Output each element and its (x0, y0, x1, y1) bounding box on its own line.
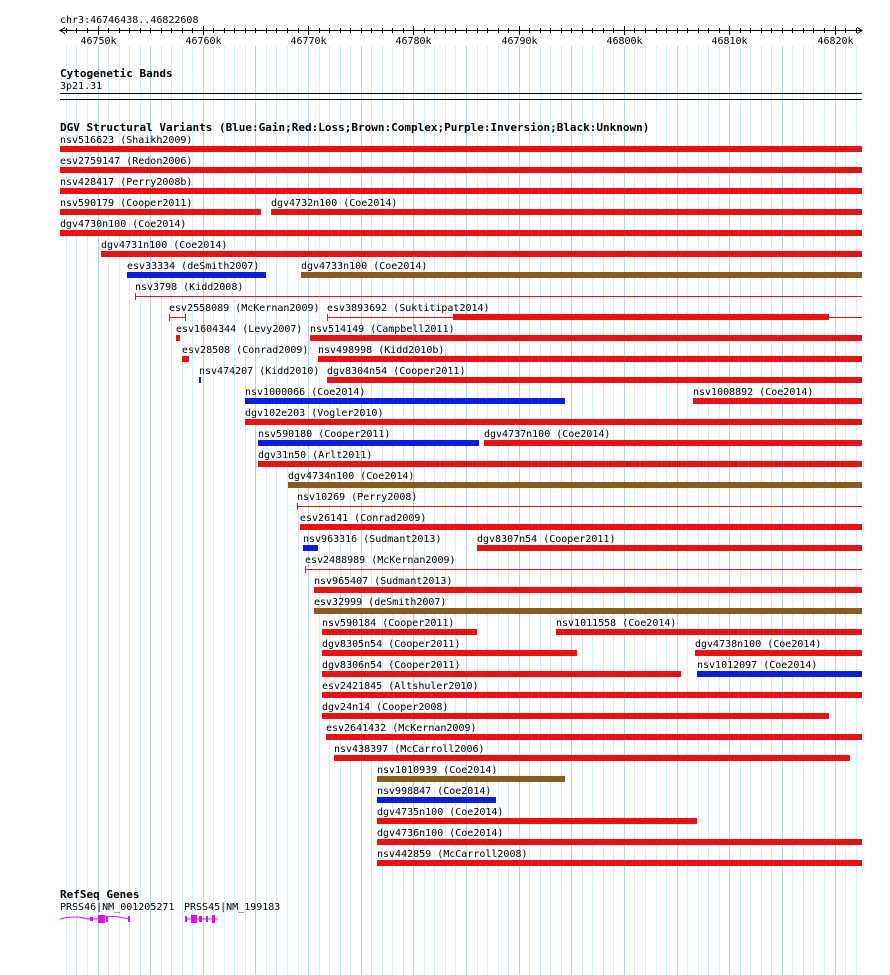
variant-bar[interactable] (258, 440, 479, 446)
gene-label[interactable]: PRSS46|NM_001205271 (60, 902, 175, 913)
variant-label[interactable]: nsv10269 (Perry2008) (297, 492, 418, 503)
variant-label[interactable]: esv26141 (Conrad2009) (300, 513, 427, 524)
variant-bar[interactable] (318, 356, 862, 362)
ruler-scale[interactable] (0, 0, 890, 50)
variant-bar[interactable] (101, 251, 862, 257)
gene-exon (199, 916, 202, 922)
variant-bar[interactable] (377, 839, 862, 845)
ruler-tick-label: 46770k (290, 36, 327, 47)
variant-label[interactable]: dgv4732n100 (Coe2014) (271, 198, 398, 209)
variant-bar[interactable] (314, 608, 862, 614)
variant-label[interactable]: nsv438397 (McCarroll2006) (334, 744, 485, 755)
gene-exon (212, 915, 215, 923)
variant-bar[interactable] (322, 650, 577, 656)
variant-bar[interactable] (334, 755, 850, 761)
variant-label[interactable]: dgv8305n54 (Cooper2011) (322, 639, 461, 650)
variant-label[interactable]: esv2558089 (McKernan2009) (169, 303, 320, 314)
variant-bar[interactable] (288, 482, 862, 488)
variant-line[interactable] (305, 569, 862, 570)
variant-bar[interactable] (477, 545, 862, 551)
variant-label[interactable]: dgv8307n54 (Cooper2011) (477, 534, 616, 545)
variant-label[interactable]: nsv998847 (Coe2014) (377, 786, 492, 797)
variant-bar[interactable] (484, 440, 862, 446)
cytoband-track-title: Cytogenetic Bands (60, 67, 173, 80)
gene-exon (191, 915, 197, 923)
variant-bar[interactable] (377, 797, 496, 803)
variant-bar[interactable] (377, 860, 862, 866)
variant-end-cap (185, 314, 186, 321)
variant-label[interactable]: nsv1011558 (Coe2014) (556, 618, 677, 629)
variant-line[interactable] (135, 296, 862, 297)
gene-exon (90, 917, 93, 921)
variant-bar[interactable] (377, 776, 565, 782)
ruler-track (0, 0, 890, 60)
variant-label[interactable]: esv2641432 (McKernan2009) (326, 723, 477, 734)
variant-line[interactable] (169, 317, 186, 318)
variant-bar[interactable] (314, 587, 862, 593)
cytoband-divider-top (60, 93, 862, 94)
variant-label[interactable]: nsv590179 (Cooper2011) (60, 198, 193, 209)
variant-label[interactable]: dgv4736n100 (Coe2014) (377, 828, 504, 839)
variant-bar[interactable] (182, 356, 189, 362)
variant-label[interactable]: esv33334 (deSmith2007) (127, 261, 260, 272)
variant-bar[interactable] (60, 167, 862, 173)
variant-bar[interactable] (60, 209, 261, 215)
variant-label[interactable]: nsv3798 (Kidd2008) (135, 282, 244, 293)
variant-label[interactable]: nsv965407 (Sudmant2013) (314, 576, 453, 587)
variant-label[interactable]: nsv963316 (Sudmant2013) (303, 534, 442, 545)
variant-label[interactable]: esv2421845 (Altshuler2010) (322, 681, 479, 692)
variant-label[interactable]: dgv4738n100 (Coe2014) (695, 639, 822, 650)
ruler-tick-label: 46760k (185, 36, 222, 47)
gene-label[interactable]: PRSS45|NM_199183 (184, 902, 281, 913)
variant-bar[interactable] (271, 209, 862, 215)
ruler-tick-label: 46780k (395, 36, 432, 47)
variant-end-cap (169, 314, 170, 321)
variant-bar[interactable] (693, 398, 862, 404)
ruler-tick-label: 46800k (606, 36, 643, 47)
variant-bar[interactable] (556, 629, 862, 635)
variant-bar[interactable] (327, 377, 862, 383)
refseq-track-title: RefSeq Genes (60, 888, 140, 901)
ruler-tick-label: 46750k (80, 36, 117, 47)
variant-bar[interactable] (199, 377, 201, 383)
gene-exon (185, 916, 187, 922)
variant-label[interactable]: esv2488989 (McKernan2009) (305, 555, 456, 566)
variant-bar[interactable] (310, 335, 862, 341)
dgv-track-title: DGV Structural Variants (Blue:Gain;Red:Loss;Brown:Complex;Purple:Inversion;Black:Unknown) (60, 121, 650, 134)
variant-label[interactable]: dgv4731n100 (Coe2014) (101, 240, 228, 251)
variant-bar[interactable] (303, 545, 318, 551)
variant-label[interactable]: dgv4735n100 (Coe2014) (377, 807, 504, 818)
variant-label[interactable]: dgv4734n100 (Coe2014) (288, 471, 415, 482)
variant-label[interactable]: esv1604344 (Levy2007) (176, 324, 303, 335)
variant-end-cap (297, 503, 298, 510)
variant-label[interactable]: nsv590180 (Cooper2011) (258, 429, 391, 440)
variant-label[interactable]: nsv1008892 (Coe2014) (693, 387, 814, 398)
gene-exon (106, 916, 108, 922)
variant-label[interactable]: dgv4730n100 (Coe2014) (60, 219, 187, 230)
gene-exon (206, 916, 208, 922)
variant-bar[interactable] (60, 230, 862, 236)
ruler-tick-label: 46810k (711, 36, 748, 47)
variant-bar[interactable] (300, 524, 862, 530)
cytoband-label[interactable]: 3p21.31 (60, 81, 103, 92)
variant-bar[interactable] (377, 818, 697, 824)
variant-bar[interactable] (695, 650, 862, 656)
variant-label[interactable]: esv2759147 (Redon2006) (60, 156, 193, 167)
variant-bar[interactable] (127, 272, 266, 278)
cytoband-divider-bottom (60, 99, 862, 100)
variant-label[interactable]: dgv4733n100 (Coe2014) (301, 261, 428, 272)
variant-end-cap (327, 314, 328, 321)
location-label: chr3:46746438..46822608 (60, 15, 199, 26)
variant-bar[interactable] (326, 734, 862, 740)
variant-bar[interactable] (258, 461, 862, 467)
variant-label[interactable]: dgv102e203 (Vogler2010) (245, 408, 384, 419)
variant-line[interactable] (297, 506, 862, 507)
variant-label[interactable]: nsv428417 (Perry2008b) (60, 177, 193, 188)
variant-label[interactable]: nsv590184 (Cooper2011) (322, 618, 455, 629)
variant-bar[interactable] (322, 629, 477, 635)
variant-label[interactable]: nsv1010939 (Coe2014) (377, 765, 498, 776)
variant-label[interactable]: dgv24n14 (Cooper2008) (322, 702, 449, 713)
variant-bar[interactable] (453, 314, 829, 320)
variant-bar[interactable] (245, 398, 565, 404)
variant-label[interactable]: nsv514149 (Campbell2011) (310, 324, 455, 335)
variant-label[interactable]: dgv8304n54 (Cooper2011) (327, 366, 466, 377)
variant-end-cap (135, 293, 136, 300)
gene-exon (128, 916, 130, 922)
variant-label[interactable]: dgv8306n54 (Cooper2011) (322, 660, 461, 671)
variant-label[interactable]: esv3893692 (Suktitipat2014) (327, 303, 490, 314)
variant-label[interactable]: nsv1000066 (Coe2014) (245, 387, 366, 398)
variant-bar[interactable] (60, 146, 862, 152)
variant-bar[interactable] (60, 188, 862, 194)
variant-bar[interactable] (245, 419, 862, 425)
variant-label[interactable]: nsv442859 (McCarroll2008) (377, 849, 528, 860)
ruler-tick-label: 46820k (817, 36, 854, 47)
variant-bar[interactable] (301, 272, 862, 278)
variant-bar[interactable] (322, 671, 681, 677)
ruler-tick-label: 46790k (501, 36, 538, 47)
gene-exon (98, 915, 105, 923)
variant-label[interactable]: nsv474207 (Kidd2010) (199, 366, 320, 377)
variant-label[interactable]: nsv1012097 (Coe2014) (697, 660, 818, 671)
variant-label[interactable]: nsv516623 (Shaikh2009) (60, 135, 193, 146)
variant-label[interactable]: dgv4737n100 (Coe2014) (484, 429, 611, 440)
variant-bar[interactable] (322, 713, 829, 719)
variant-label[interactable]: esv28508 (Conrad2009) (182, 345, 309, 356)
gene-intron-line (60, 917, 128, 920)
variant-bar[interactable] (697, 671, 862, 677)
variant-end-cap (305, 566, 306, 573)
variant-label[interactable]: nsv498998 (Kidd2010b) (318, 345, 445, 356)
variant-bar[interactable] (322, 692, 862, 698)
variant-label[interactable]: dgv31n50 (Arlt2011) (258, 450, 373, 461)
variant-label[interactable]: esv32999 (deSmith2007) (314, 597, 447, 608)
variant-bar[interactable] (176, 335, 180, 341)
